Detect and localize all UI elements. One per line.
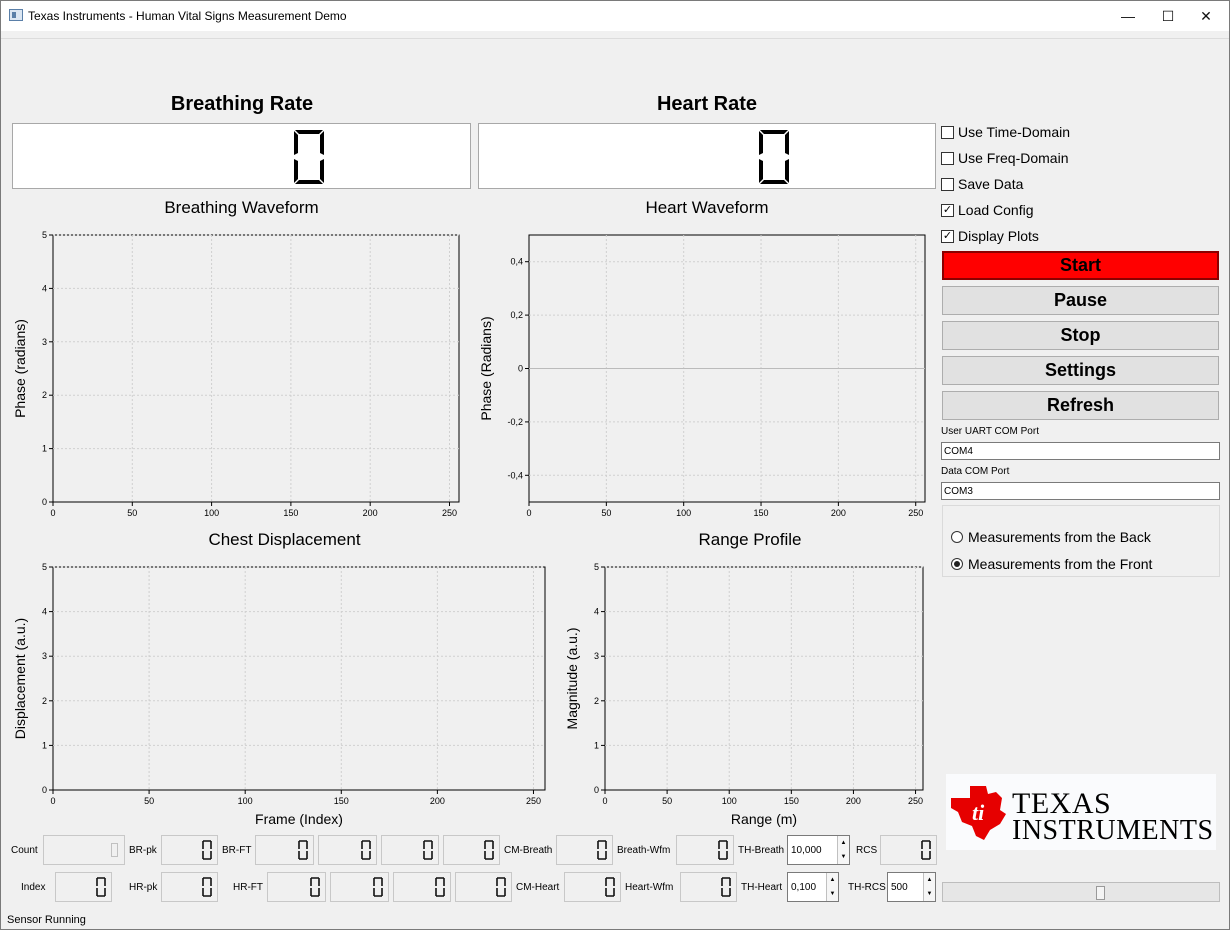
hr-pk-label: HR-pk bbox=[129, 882, 158, 893]
rcs-label: RCS bbox=[856, 845, 878, 856]
y-axis-label: Magnitude (a.u.) bbox=[564, 627, 580, 730]
br-ft-display-2 bbox=[318, 835, 377, 865]
rcs-display bbox=[880, 835, 937, 865]
save-data-checkbox[interactable] bbox=[941, 176, 1023, 192]
y-tick-label: 2 bbox=[41, 390, 47, 401]
th-heart-spinbox[interactable] bbox=[787, 872, 839, 902]
y-axis-label: Phase (radians) bbox=[12, 319, 28, 418]
texas-instruments-logo bbox=[946, 774, 1216, 850]
measure-back-label: Measurements from the Back bbox=[968, 529, 1151, 545]
minimize-button[interactable]: — bbox=[1121, 8, 1135, 24]
x-tick-label: 250 bbox=[525, 796, 541, 806]
th-breath-spinbox[interactable] bbox=[787, 835, 850, 865]
breath-wfm-display bbox=[676, 835, 734, 865]
heart-rate-digit bbox=[757, 128, 791, 186]
cm-breath-label: CM-Breath bbox=[504, 845, 553, 856]
checkbox-box[interactable] bbox=[941, 126, 954, 139]
radio-button-selected[interactable] bbox=[951, 558, 963, 570]
breathing-rate-display bbox=[12, 123, 471, 189]
y-tick-label: 2 bbox=[593, 695, 599, 706]
window-title: Texas Instruments - Human Vital Signs Measurement Demo bbox=[28, 9, 347, 23]
checkbox-box[interactable] bbox=[941, 178, 954, 191]
count-digit bbox=[111, 843, 118, 857]
y-tick-label: 0,4 bbox=[510, 256, 523, 267]
readout-digit bbox=[435, 877, 445, 897]
plot-area bbox=[605, 567, 923, 790]
y-tick-label: 4 bbox=[593, 606, 599, 617]
y-axis-label: Phase (Radians) bbox=[478, 316, 494, 421]
logo-text-instruments: INSTRUMENTS bbox=[1012, 815, 1214, 846]
heart-rate-display bbox=[478, 123, 936, 189]
th-rcs-spinbox[interactable] bbox=[887, 872, 936, 902]
heart-wfm-display bbox=[680, 872, 737, 902]
data-port-input[interactable]: COM3 bbox=[941, 482, 1220, 500]
x-tick-label: 200 bbox=[429, 796, 445, 806]
readout-digit bbox=[202, 840, 212, 860]
x-tick-label: 0 bbox=[526, 508, 532, 518]
display-plots-label: Display Plots bbox=[958, 228, 1039, 244]
br-ft-display-4 bbox=[443, 835, 500, 865]
y-tick-label: 4 bbox=[41, 283, 47, 294]
readout-digit bbox=[96, 877, 106, 897]
readout-digit bbox=[298, 840, 308, 860]
use-time-domain-label: Use Time-Domain bbox=[958, 124, 1071, 140]
x-tick-label: 100 bbox=[721, 796, 737, 806]
breathing-waveform-title: Breathing Waveform bbox=[164, 198, 319, 217]
pause-button[interactable]: Pause bbox=[942, 286, 1219, 315]
status-bar-text: Sensor Running bbox=[7, 914, 86, 926]
x-tick-label: 200 bbox=[362, 508, 378, 518]
br-pk-label: BR-pk bbox=[129, 845, 157, 856]
checkmark-icon[interactable]: ✓ bbox=[942, 229, 953, 242]
hr-ft-display-3 bbox=[393, 872, 451, 902]
readout-digit bbox=[496, 877, 506, 897]
measurement-position-group bbox=[942, 505, 1220, 577]
br-ft-display-3 bbox=[381, 835, 439, 865]
breathing-rate-title: Breathing Rate bbox=[170, 93, 314, 115]
spin-arrows-icon[interactable]: ▲ ▼ bbox=[826, 873, 838, 901]
y-tick-label: 1 bbox=[593, 740, 599, 751]
br-pk-display bbox=[161, 835, 218, 865]
heart-waveform-plot[interactable] bbox=[477, 229, 939, 521]
load-config-label: Load Config bbox=[958, 202, 1034, 218]
y-tick-label: 0 bbox=[517, 363, 523, 374]
y-tick-label: 0 bbox=[41, 497, 47, 507]
x-tick-label: 250 bbox=[441, 508, 457, 518]
start-button[interactable]: Start bbox=[942, 251, 1219, 280]
refresh-button[interactable]: Refresh bbox=[942, 391, 1219, 420]
readout-digit bbox=[921, 840, 931, 860]
breathing-waveform-plot[interactable] bbox=[11, 229, 473, 521]
settings-button[interactable]: Settings bbox=[942, 356, 1219, 385]
x-tick-label: 100 bbox=[237, 796, 253, 806]
x-tick-label: 50 bbox=[144, 796, 155, 806]
readout-digit bbox=[721, 877, 731, 897]
x-tick-label: 250 bbox=[908, 796, 924, 806]
readout-digit bbox=[310, 877, 320, 897]
th-breath-value: 10,000 bbox=[791, 845, 822, 856]
x-tick-label: 100 bbox=[204, 508, 220, 518]
y-tick-label: 5 bbox=[41, 230, 47, 240]
plot-area bbox=[53, 567, 545, 790]
th-heart-label: TH-Heart bbox=[741, 882, 783, 893]
y-tick-label: -0,2 bbox=[507, 416, 523, 427]
logo-text-texas: TEXAS bbox=[1012, 787, 1112, 820]
readout-digit bbox=[605, 877, 615, 897]
count-display bbox=[43, 835, 125, 865]
x-tick-label: 150 bbox=[753, 508, 769, 518]
x-tick-label: 100 bbox=[676, 508, 692, 518]
range-profile-title: Range Profile bbox=[698, 530, 802, 549]
load-config-checkbox[interactable] bbox=[941, 202, 1034, 218]
hr-pk-display bbox=[161, 872, 218, 902]
breath-wfm-label: Breath-Wfm bbox=[617, 845, 671, 856]
hr-ft-display-4 bbox=[455, 872, 512, 902]
x-tick-label: 0 bbox=[50, 508, 56, 518]
x-tick-label: 150 bbox=[283, 508, 299, 518]
y-tick-label: 1 bbox=[41, 740, 47, 751]
br-ft-display-1 bbox=[255, 835, 314, 865]
slider-handle[interactable] bbox=[1096, 886, 1105, 900]
heart-wfm-label: Heart-Wfm bbox=[625, 882, 674, 893]
heart-rate-title: Heart Rate bbox=[656, 93, 758, 115]
measure-front-label: Measurements from the Front bbox=[968, 556, 1153, 572]
th-rcs-label: TH-RCS bbox=[848, 882, 886, 893]
display-plots-checkbox[interactable] bbox=[941, 228, 1039, 244]
hr-ft-display-2 bbox=[330, 872, 389, 902]
th-heart-value: 0,100 bbox=[791, 882, 817, 893]
spin-arrows-icon[interactable]: ▲ ▼ bbox=[837, 836, 849, 864]
use-freq-domain-label: Use Freq-Domain bbox=[958, 150, 1069, 166]
range-profile-plot[interactable] bbox=[563, 561, 939, 829]
menu-bar bbox=[1, 31, 1229, 39]
plot-area bbox=[53, 235, 459, 502]
y-tick-label: 3 bbox=[41, 336, 47, 347]
y-tick-label: 4 bbox=[41, 606, 47, 617]
uart-port-label: User UART COM Port bbox=[941, 426, 1039, 437]
y-tick-label: 5 bbox=[593, 562, 599, 572]
spin-arrows-icon[interactable]: ▲ ▼ bbox=[923, 873, 935, 901]
ti-logo-icon bbox=[948, 780, 1010, 842]
stop-button[interactable]: Stop bbox=[942, 321, 1219, 350]
index-display bbox=[55, 872, 112, 902]
x-tick-label: 150 bbox=[333, 796, 349, 806]
save-data-label: Save Data bbox=[958, 176, 1024, 192]
measure-back-radio[interactable] bbox=[951, 529, 1151, 545]
checkmark-icon[interactable]: ✓ bbox=[942, 203, 953, 216]
chest-displacement-plot[interactable] bbox=[11, 561, 559, 829]
x-tick-label: 50 bbox=[601, 508, 612, 518]
y-tick-label: 2 bbox=[41, 695, 47, 706]
chest-displacement-title: Chest Displacement bbox=[208, 530, 361, 549]
uart-port-input[interactable]: COM4 bbox=[941, 442, 1220, 460]
x-tick-label: 200 bbox=[845, 796, 861, 806]
x-axis-label: Range (m) bbox=[730, 811, 798, 827]
y-tick-label: 3 bbox=[41, 651, 47, 662]
hr-ft-label: HR-FT bbox=[233, 882, 263, 893]
x-tick-label: 0 bbox=[602, 796, 608, 806]
x-tick-label: 0 bbox=[50, 796, 56, 806]
x-tick-label: 150 bbox=[783, 796, 799, 806]
x-axis-label: Frame (Index) bbox=[255, 811, 343, 827]
x-tick-label: 250 bbox=[908, 508, 924, 518]
checkbox-box[interactable] bbox=[941, 152, 954, 165]
index-label: Index bbox=[21, 882, 46, 893]
use-freq-domain-checkbox[interactable] bbox=[941, 150, 1068, 166]
th-breath-label: TH-Breath bbox=[738, 845, 785, 856]
measure-front-radio[interactable] bbox=[951, 556, 1152, 572]
y-tick-label: 1 bbox=[41, 443, 47, 454]
y-tick-label: 3 bbox=[593, 651, 599, 662]
radio-button[interactable] bbox=[951, 531, 963, 543]
x-tick-label: 200 bbox=[830, 508, 846, 518]
readout-digit bbox=[361, 840, 371, 860]
heart-waveform-title: Heart Waveform bbox=[645, 198, 769, 217]
readout-digit bbox=[597, 840, 607, 860]
title-bar bbox=[1, 1, 1229, 31]
y-tick-label: 0 bbox=[593, 785, 599, 795]
close-button[interactable]: ✕ bbox=[1200, 7, 1212, 24]
breathing-rate-digit bbox=[292, 128, 326, 186]
y-tick-label: -0,4 bbox=[507, 470, 523, 481]
cm-heart-display bbox=[564, 872, 621, 902]
y-tick-label: 0 bbox=[41, 785, 47, 795]
y-axis-label: Displacement (a.u.) bbox=[12, 617, 28, 740]
br-ft-label: BR-FT bbox=[222, 845, 252, 856]
y-tick-label: 5 bbox=[41, 562, 47, 572]
svg-text:ti: ti bbox=[972, 800, 985, 825]
count-label: Count bbox=[11, 845, 38, 856]
use-time-domain-checkbox[interactable] bbox=[941, 124, 1070, 140]
cm-heart-label: CM-Heart bbox=[516, 882, 560, 893]
x-tick-label: 50 bbox=[662, 796, 673, 806]
readout-digit bbox=[373, 877, 383, 897]
cm-breath-display bbox=[556, 835, 613, 865]
data-port-label: Data COM Port bbox=[941, 466, 1010, 477]
hr-ft-display-1 bbox=[267, 872, 326, 902]
app-icon bbox=[9, 9, 23, 21]
readout-digit bbox=[484, 840, 494, 860]
position-slider[interactable] bbox=[942, 882, 1220, 902]
th-rcs-value: 500 bbox=[891, 882, 908, 893]
readout-digit bbox=[423, 840, 433, 860]
readout-digit bbox=[718, 840, 728, 860]
readout-digit bbox=[202, 877, 212, 897]
y-tick-label: 0,2 bbox=[510, 310, 523, 321]
x-tick-label: 50 bbox=[127, 508, 138, 518]
maximize-button[interactable]: ☐ bbox=[1161, 7, 1175, 24]
